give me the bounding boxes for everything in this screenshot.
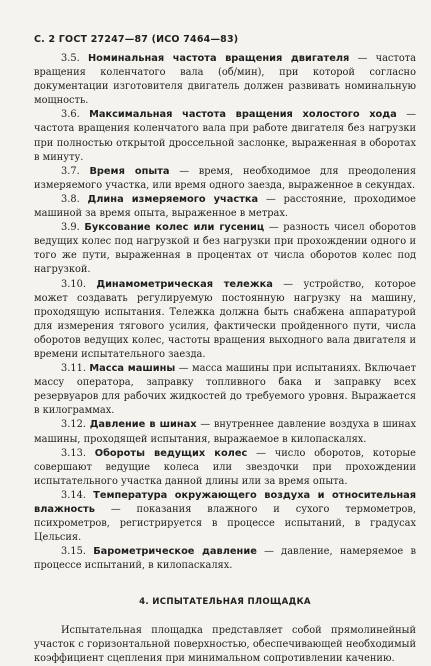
term: Масса машины <box>89 363 176 375</box>
paragraph-3-14 <box>34 489 416 545</box>
paragraph-3-8 <box>34 193 416 221</box>
section-title: 4. ИСПЫТАТЕЛЬНАЯ ПЛОЩАДКА <box>139 597 311 608</box>
paragraph-3-7 <box>34 165 416 193</box>
definition: — внутреннее давление воздуха в шинах машины, проходящей испытания, выражаемое в килопаскалях. <box>34 419 417 445</box>
paragraph-number: 3.9. <box>61 222 80 234</box>
page-header: С. 2 ГОСТ 27247—87 (ИСО 7464—83) <box>34 34 239 45</box>
paragraph-number: 3.5. <box>61 53 80 64</box>
page-content <box>34 52 416 666</box>
definition: — устройство, которое может создавать регулируемую постоянную нагрузку на машину, проходящую испытания. Тележка должна быть снабжена аппаратурой для измерения тягового усилия, фактически пройденного пути, числа оборотов ведущих колес, частоты вращения выходного вала двигателя и времени испытательного заезда. <box>34 278 416 360</box>
definition: — показания влажного и сухого термометров, психрометров, регистрируется в процессе испытаний, в градусах Цельсия. <box>34 504 416 544</box>
term: Номинальная частота вращения двигателя <box>87 53 350 64</box>
term: Давление в шинах <box>89 419 197 431</box>
paragraph-number: 3.8. <box>61 193 80 205</box>
definition: — давление, намеряемое в процессе испытаний, в килопаскалях. <box>34 546 416 572</box>
definition: — частота вращения коленчатого вала при работе двигателя без нагрузки при полностью открытой дроссельной заслонке, выраженная в оборотах в минуту. <box>34 109 416 163</box>
paragraph-number: 3.13. <box>61 447 86 459</box>
term: Максимальная частота вращения холостого хода <box>89 109 397 121</box>
paragraph-3-6 <box>34 108 416 164</box>
term: Длина измеряемого участка <box>87 193 259 205</box>
definition: — расстояние, проходимое машиной за время опыта, выраженное в метрах. <box>34 193 416 220</box>
paragraph-3-12 <box>34 418 416 446</box>
paragraph-3-10 <box>34 278 416 363</box>
term: Динамометрическая тележка <box>96 278 273 290</box>
definition: — число оборотов, которые совершают ведущие колеса или звездочки при прохождении испытательного участка данной длины или за время опыта. <box>34 447 416 487</box>
paragraph-number: 3.14. <box>61 489 86 501</box>
term: Время опыта <box>89 165 170 177</box>
definition: — разность чисел оборотов ведущих колес под нагрузкой и без нагрузки при прохождении одного и того же пути, выраженная в процентах от числа оборотов колес под нагрузкой. <box>34 222 416 276</box>
definition: — частота вращения коленчатого вала (об/мин), при которой согласно документации изготовителя двигатель должен развивать номинальную мощность. <box>34 53 416 107</box>
paragraph-number: 3.12. <box>61 419 86 431</box>
definition: — время, необходимое для преодоления измеряемого участка, или время одного заезда, выраженное в секундах. <box>34 165 416 191</box>
term: Обороты ведущих колес <box>94 447 248 459</box>
paragraph-3-13 <box>34 447 416 489</box>
term: Барометрическое давление <box>93 546 257 558</box>
definition: — масса машины при испытаниях. Включает массу оператора, заправку топливного бака и заправку всех резервуаров для рабочих жидкостей до требуемого уровня. Выражается в килограммах. <box>34 363 416 417</box>
section-body: Испытательная площадка представляет собой прямолинейный участок с горизонтальной поверхностью, обеспечивающей необходимый коэффициент сцепления при минимальном сопротивлении качению. <box>34 624 416 664</box>
paragraph-number: 3.6. <box>61 109 80 121</box>
paragraph-3-11 <box>34 362 416 418</box>
paragraph-3-9 <box>34 221 416 277</box>
paragraph-number: 3.7. <box>61 165 80 177</box>
paragraph-number: 3.11. <box>61 363 86 375</box>
paragraph-number: 3.15. <box>61 546 86 558</box>
paragraph-number: 3.10. <box>61 278 86 290</box>
term: Температура окружающего воздуха и относительная влажность <box>34 489 416 515</box>
paragraph-3-15 <box>34 545 416 573</box>
term: Буксование колес или гусениц <box>84 222 265 234</box>
paragraph-3-5 <box>34 52 416 108</box>
